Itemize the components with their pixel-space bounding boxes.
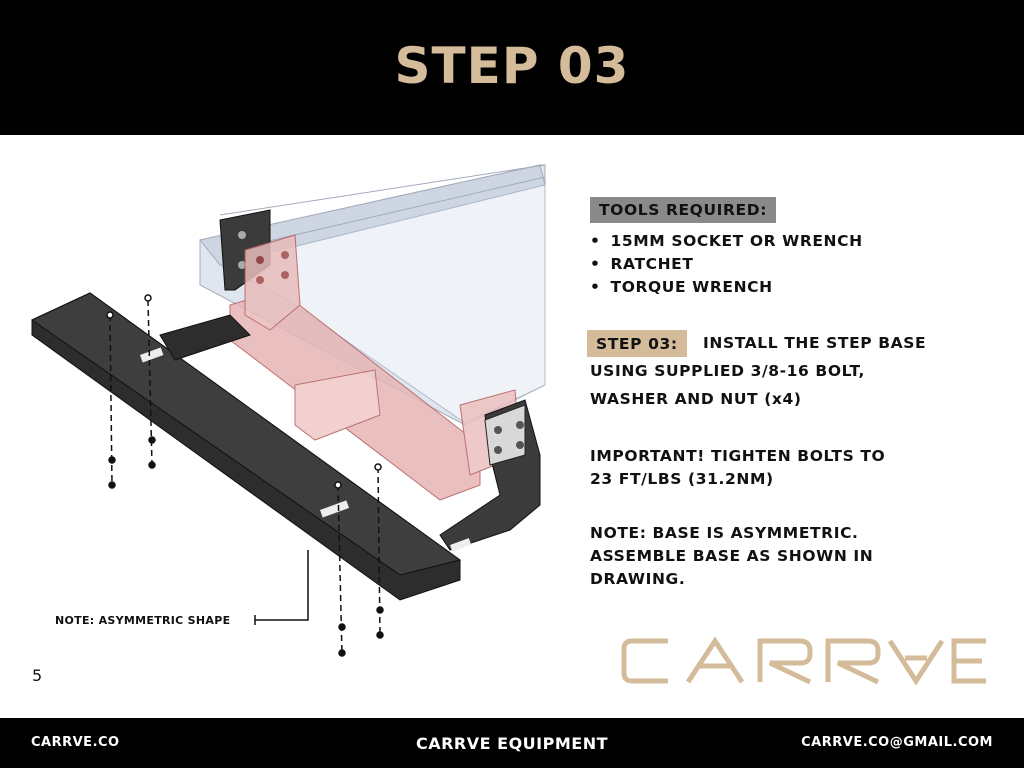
footer-bar <box>0 718 1024 768</box>
page-title: STEP 03 <box>394 37 630 95</box>
tool-item: • TORQUE WRENCH <box>590 276 863 299</box>
carrve-logo <box>620 636 990 686</box>
footer-website-link[interactable]: CARRVE.CO <box>31 735 120 750</box>
important-note-line: IMPORTANT! TIGHTEN BOLTS TO <box>590 447 886 465</box>
asymmetric-note-line: DRAWING. <box>590 570 686 588</box>
tools-list <box>590 230 863 299</box>
asymmetric-note-line: ASSEMBLE BASE AS SHOWN IN <box>590 547 874 565</box>
asymmetric-shape-callout: NOTE: ASYMMETRIC SHAPE <box>55 614 231 627</box>
header-bar <box>0 0 1024 135</box>
asymmetric-note-line: NOTE: BASE IS ASYMMETRIC. <box>590 524 859 542</box>
step-badge: STEP 03: <box>587 330 687 357</box>
step-instruction-line: USING SUPPLIED 3/8-16 BOLT, <box>590 362 865 380</box>
tool-item: • 15MM SOCKET OR WRENCH <box>590 230 863 253</box>
page-number: 5 <box>32 666 43 685</box>
important-note-line: 23 FT/LBS (31.2NM) <box>590 470 774 488</box>
footer-email-link[interactable]: CARRVE.CO@GMAIL.COM <box>801 735 993 750</box>
tools-required-heading: TOOLS REQUIRED: <box>590 197 776 223</box>
step-instruction-line: INSTALL THE STEP BASE <box>703 334 927 352</box>
assembly-drawing <box>20 155 560 665</box>
tool-item: • RATCHET <box>590 253 863 276</box>
callout-leader <box>255 550 308 620</box>
footer-company-name: CARRVE EQUIPMENT <box>415 734 608 753</box>
step-instruction-line: WASHER AND NUT (x4) <box>590 390 802 408</box>
